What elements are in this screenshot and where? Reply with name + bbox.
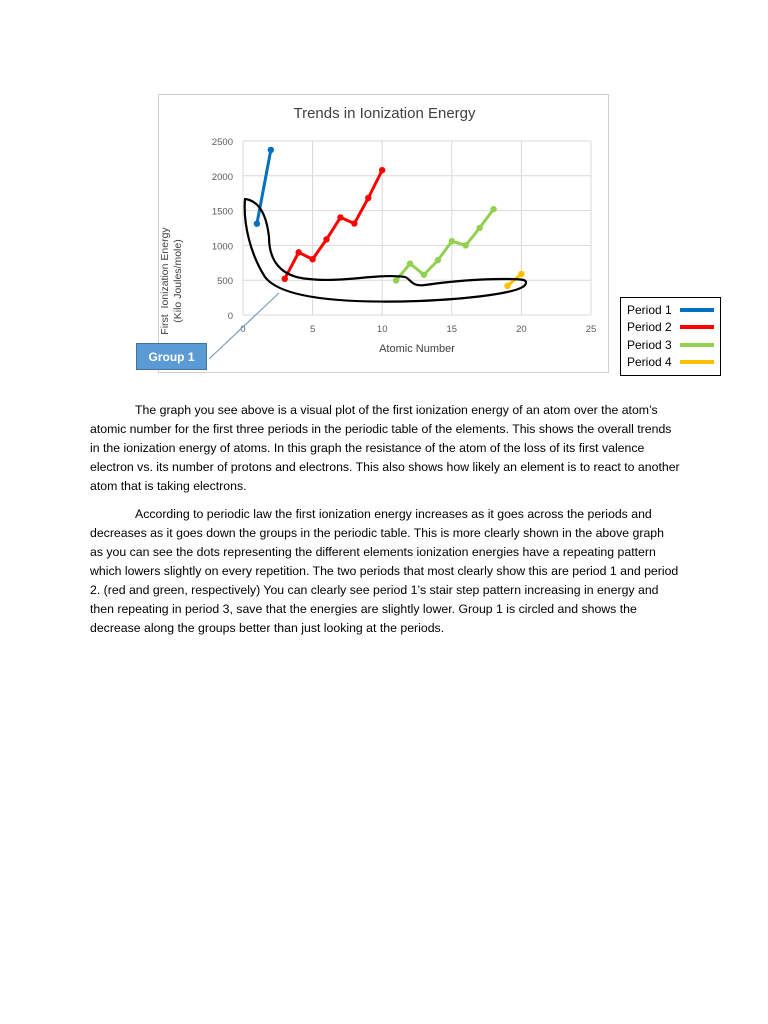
data-point-period-3	[407, 260, 413, 266]
data-point-period-4	[518, 271, 524, 277]
y-tick-label: 500	[217, 276, 233, 288]
x-tick-label: 5	[309, 324, 316, 335]
chart-frame	[158, 94, 609, 373]
x-axis-title: Atomic Number	[379, 343, 455, 355]
data-point-period-4	[504, 283, 510, 289]
y-tick-label: 0	[227, 311, 233, 322]
legend-label: Period 2	[627, 320, 672, 335]
group-1-callout: Group 1	[136, 343, 207, 370]
group-1-circle-outline	[245, 199, 526, 302]
data-point-period-3	[449, 238, 455, 244]
y-tick-label: 1000	[211, 241, 233, 253]
legend-item-period-1	[627, 301, 720, 319]
x-tick-label: 20	[516, 324, 527, 335]
data-point-period-2	[337, 214, 343, 220]
data-point-period-2	[323, 236, 329, 242]
legend-item-period-3	[627, 336, 720, 354]
series-line-period-3	[396, 209, 493, 280]
y-tick-label: 2500	[211, 137, 233, 148]
data-point-period-2	[379, 167, 385, 173]
y-axis-title-line2: (Kilo Joules/mole)	[172, 239, 184, 323]
data-point-period-3	[393, 277, 399, 283]
data-point-period-3	[421, 272, 427, 278]
chart-title: Trends in Ionization Energy	[293, 105, 476, 122]
legend-swatch	[680, 343, 714, 347]
data-point-period-1	[254, 220, 260, 226]
paragraph-2: According to periodic law the first ionization energy increases as it goes across the periods and decreases as it goes down the groups in the periodic table. This is more clearly shown in the above graph as you can see the dots representing the different elements ionization energies have a repeating pattern which lowers slightly on every repetition. The two periods that most clearly show this are period 1 and period 2. (red and green, respectively) You can clearly see period 1’s stair step pattern increasing in energy and then repeating in period 3, save that the energies are slightly lower. Group 1 is circled and shows the decrease along the groups better than just looking at the periods.	[90, 507, 679, 635]
legend-item-period-4	[627, 354, 720, 372]
x-tick-label: 15	[446, 324, 458, 335]
legend-swatch	[680, 308, 714, 312]
legend-label: Period 3	[627, 337, 672, 352]
data-point-period-3	[490, 206, 496, 212]
data-point-period-2	[365, 195, 371, 201]
legend-swatch	[680, 360, 714, 364]
data-point-period-2	[282, 276, 288, 282]
y-axis-title-line1: First Ionization Energy	[159, 227, 171, 335]
x-tick-label: 25	[585, 324, 597, 335]
y-tick-label: 2000	[211, 171, 233, 183]
data-point-period-1	[268, 147, 274, 153]
legend-label: Period 1	[627, 302, 672, 317]
y-tick-label: 1500	[211, 206, 233, 218]
legend-label: Period 4	[627, 355, 672, 370]
chart-legend	[620, 297, 721, 376]
chart-plot	[159, 95, 610, 374]
legend-swatch	[680, 325, 714, 329]
x-tick-label: 0	[240, 324, 246, 335]
callout-connector-line	[209, 293, 279, 359]
data-point-period-2	[351, 220, 357, 226]
legend-item-period-2	[627, 319, 720, 337]
x-tick-label: 10	[376, 324, 388, 335]
data-point-period-2	[309, 256, 315, 262]
paragraph-1: The graph you see above is a visual plot of the first ionization energy of an atom over the atom’s atomic number for the first three periods in the periodic table of the elements. This shows the overall trends in the ionization energy of atoms. In this graph the resistance of the atom of the loss of its first valence electron vs. its number of protons and electrons. This also shows how likely an element is to react to another atom that is taking electrons.	[90, 403, 680, 493]
data-point-period-3	[476, 225, 482, 231]
series-line-period-2	[285, 170, 382, 279]
data-point-period-2	[295, 249, 301, 255]
body-text	[90, 401, 680, 647]
data-point-period-3	[435, 257, 441, 263]
data-point-period-3	[463, 242, 469, 248]
